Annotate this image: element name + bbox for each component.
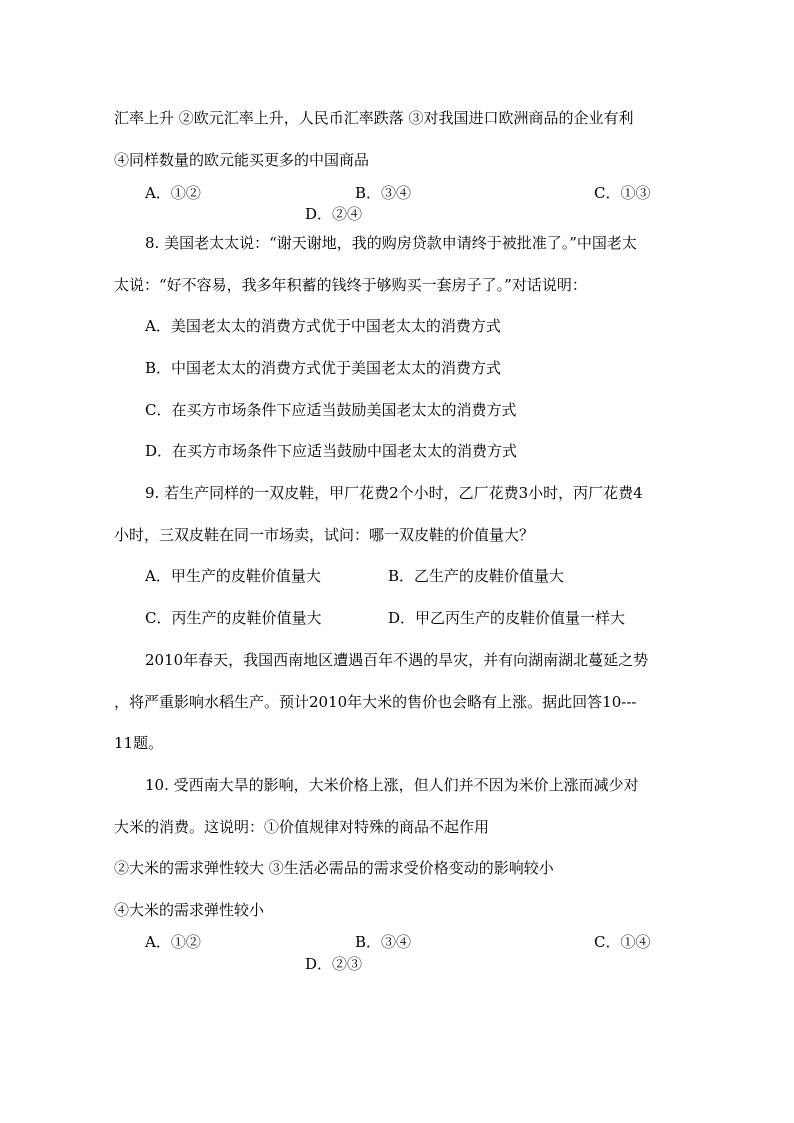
q10-text-line-2: 大米的消费。这说明：①价值规律对特殊的商品不起作用 [114,818,490,836]
q8-option-d: D．在买方市场条件下应适当鼓励中国老太太的消费方式 [145,442,518,460]
q9-option-d: D．甲乙丙生产的皮鞋价值量一样大 [388,609,626,627]
q9-text-line-1: 9. 若生产同样的一双皮鞋，甲厂花费2个小时，乙厂花费3小时，丙厂花费4 [145,484,643,502]
q8-option-c: C．在买方市场条件下应适当鼓励美国老太太的消费方式 [145,401,517,419]
q10-text-line-3: ②大米的需求弹性较大 ③生活必需品的需求受价格变动的影响较小 [114,859,554,877]
q9-text-line-2: 小时，三双皮鞋在同一市场卖，试问：哪一双皮鞋的价值量大？ [114,526,535,544]
q10-option-b: B．③④ [355,933,412,951]
q10-option-c: C．①④ [594,933,651,951]
q9-option-a: A．甲生产的皮鞋价值量大 [145,567,321,585]
q7-text-line-1: 汇率上升 ②欧元汇率上升，人民币汇率跌落 ③对我国进口欧洲商品的企业有利 [114,109,634,127]
q8-option-a: A．美国老太太的消费方式优于中国老太太的消费方式 [145,317,501,335]
q8-text-line-2: 太说：“好不容易，我多年积蓄的钱终于够购买一套房子了。”对话说明： [114,276,587,294]
q7-option-c: C．①③ [594,184,651,202]
passage-line-2: ，将严重影响水稻生产。预计2010年大米的售价也会略有上涨。据此回答10--- [114,693,637,711]
passage-line-1: 2010年春天，我国西南地区遭遇百年不遇的旱灾，并有向湖南湖北蔓延之势 [145,651,649,669]
q8-text-line-1: 8. 美国老太太说：“谢天谢地，我的购房贷款申请终于被批准了。”中国老太 [145,234,637,252]
q10-option-d: D．②③ [305,955,363,973]
q7-option-d: D．②④ [305,205,363,223]
q7-option-a: A．①② [145,184,201,202]
q10-option-a: A．①② [145,933,201,951]
q9-option-c: C．丙生产的皮鞋价值量大 [145,609,322,627]
q10-text-line-1: 10. 受西南大旱的影响，大米价格上涨，但人们并不因为米价上涨而减少对 [145,776,639,794]
q9-option-b: B．乙生产的皮鞋价值量大 [388,567,565,585]
q10-text-line-4: ④大米的需求弹性较小 [114,901,265,919]
q7-option-b: B．③④ [355,184,412,202]
q8-option-b: B．中国老太太的消费方式优于美国老太太的消费方式 [145,359,502,377]
q7-text-line-2: ④同样数量的欧元能买更多的中国商品 [114,151,370,169]
passage-line-3: 11题。 [114,734,164,752]
